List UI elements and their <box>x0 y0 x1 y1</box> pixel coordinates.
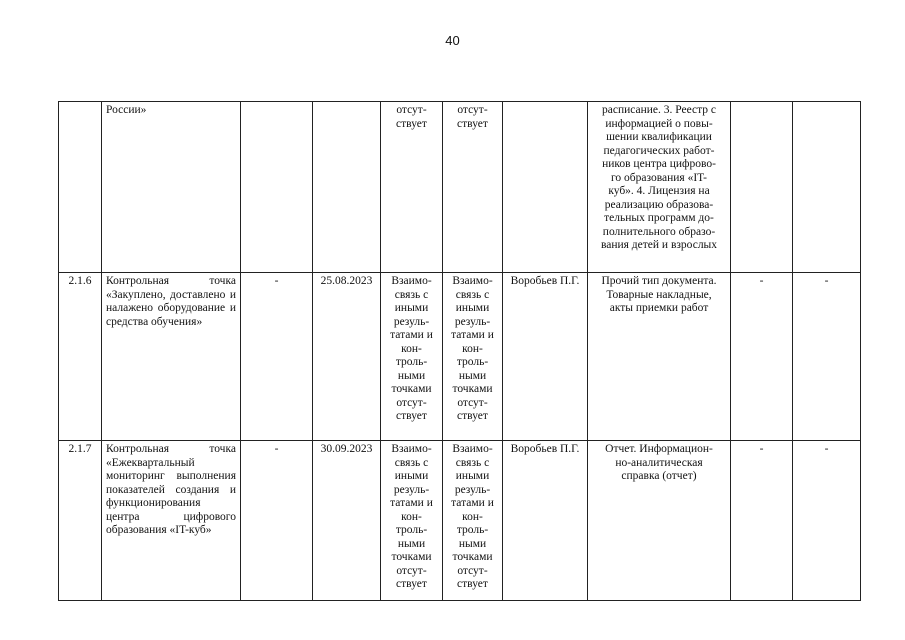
row-number-cell <box>59 102 102 273</box>
document-cell: Прочий тип документа. Товарные накладные, акты приемки работ <box>588 273 731 441</box>
table-row <box>59 273 861 441</box>
page-number: 40 <box>445 33 460 48</box>
date-cell: 25.08.2023 <box>313 273 381 441</box>
dash-cell <box>793 102 861 273</box>
dash-cell: - <box>731 441 793 601</box>
date-cell: 30.09.2023 <box>313 441 381 601</box>
document-cell: расписание. 3. Реестр с информацией о повы- шении квалификации педагогических работ- ников центра цифрово- го образования «IT- куб». 4. Лицензия на реализацию образова- тельных программ до- полнительного образо- вания детей и взрослых <box>588 102 731 273</box>
row-number-cell: 2.1.6 <box>59 273 102 441</box>
dash-cell <box>731 102 793 273</box>
relation-cell: Взаимо- связь с иными резуль- татами и кон- троль- ными точками отсут- ствует <box>381 441 443 601</box>
relation-cell: отсут- ствует <box>381 102 443 273</box>
table-row <box>59 102 861 273</box>
control-point-name-cell: Контрольная точка «Закуплено, доставлено и налажено оборудование и средства обучения» <box>102 273 241 441</box>
responsible-cell: Воробьев П.Г. <box>503 273 588 441</box>
empty-cell <box>241 102 313 273</box>
relation-cell: отсут- ствует <box>443 102 503 273</box>
responsible-cell <box>503 102 588 273</box>
table-row <box>59 441 861 601</box>
empty-cell: - <box>241 441 313 601</box>
document-cell: Отчет. Информацион- но-аналитическая справка (отчет) <box>588 441 731 601</box>
empty-cell: - <box>241 273 313 441</box>
date-cell <box>313 102 381 273</box>
control-point-name-cell: Контрольная точка «Ежеквартальный мониторинг выполнения показателей создания и функционирования центра цифрового образования «IT-куб» <box>102 441 241 601</box>
row-number-cell: 2.1.7 <box>59 441 102 601</box>
relation-cell: Взаимо- связь с иными резуль- татами и кон- троль- ными точками отсут- ствует <box>443 273 503 441</box>
relation-cell: Взаимо- связь с иными резуль- татами и кон- троль- ными точками отсут- ствует <box>443 441 503 601</box>
dash-cell: - <box>731 273 793 441</box>
dash-cell: - <box>793 441 861 601</box>
relation-cell: Взаимо- связь с иными резуль- татами и кон- троль- ными точками отсут- ствует <box>381 273 443 441</box>
control-points-table <box>58 101 861 601</box>
responsible-cell: Воробьев П.Г. <box>503 441 588 601</box>
control-point-name-cell: России» <box>102 102 241 273</box>
dash-cell: - <box>793 273 861 441</box>
